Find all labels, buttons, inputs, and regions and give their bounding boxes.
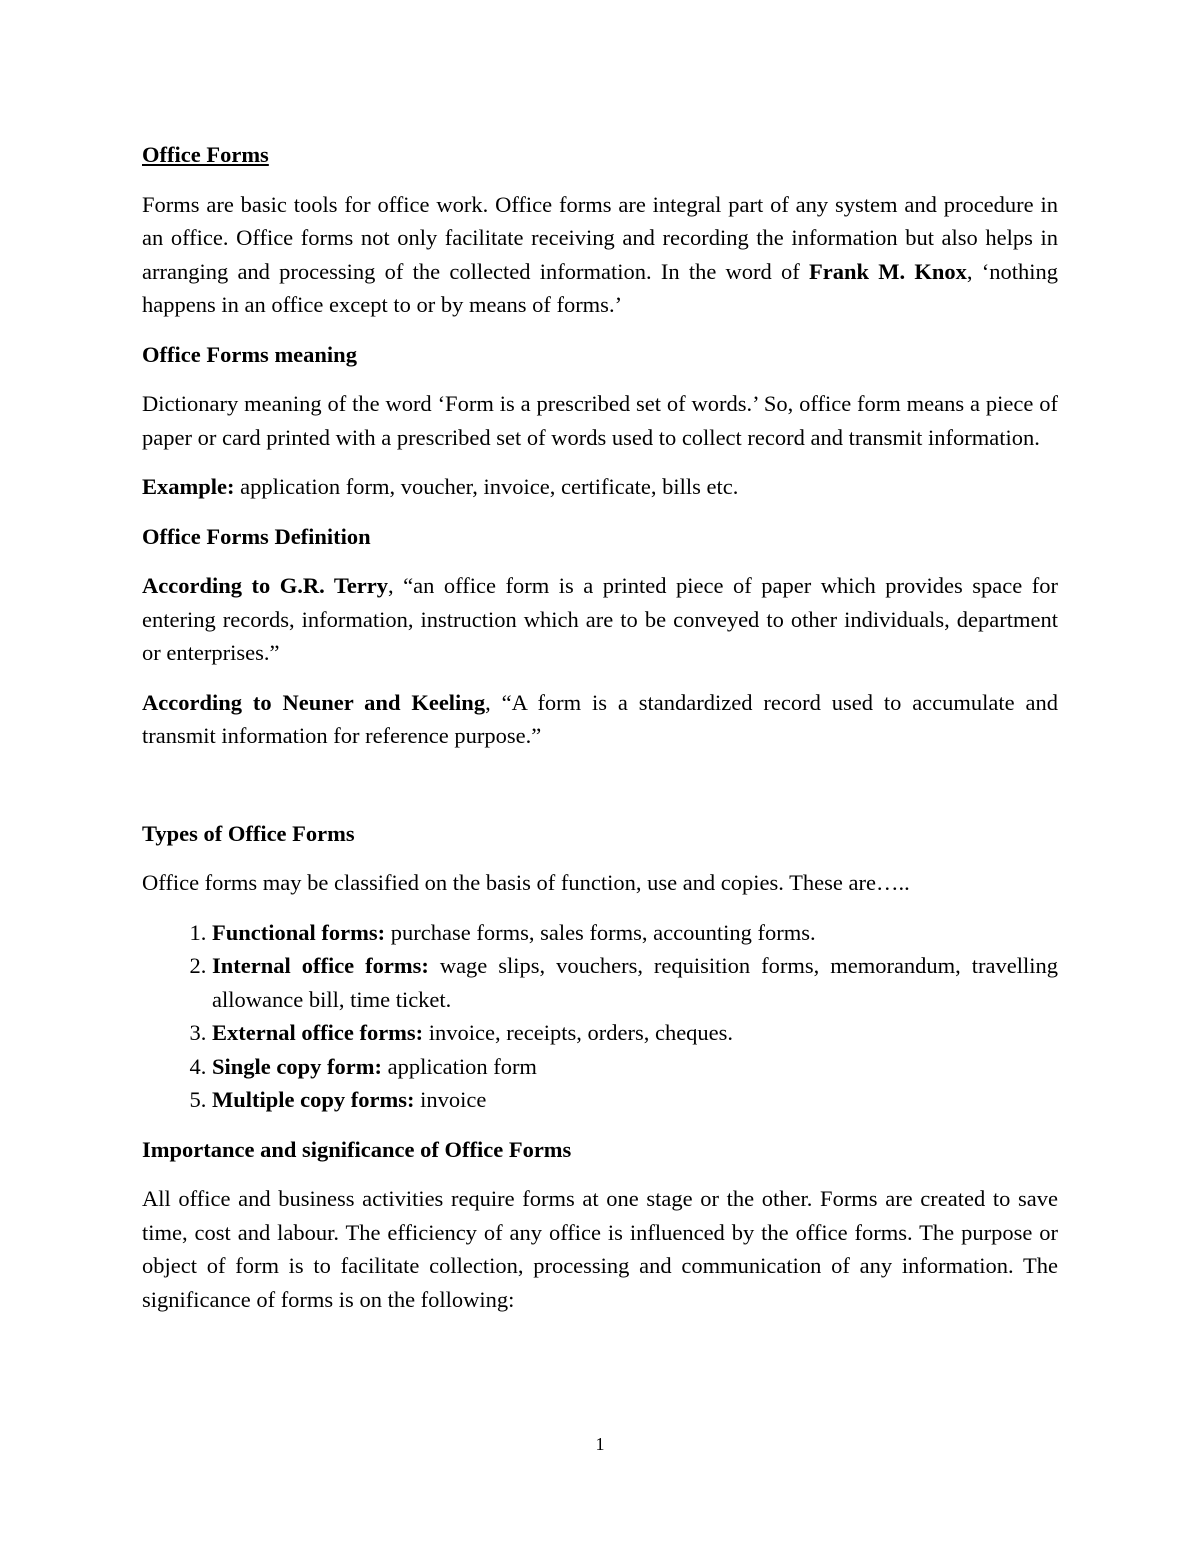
neuner-definition-paragraph: According to Neuner and Keeling, “A form is a standardized record used to accumulate and transmit information for reference purpose.” [142,689,1058,748]
list-item: 4. Single copy form: application form [212,1050,1058,1084]
importance-heading: Importance and significance of Office Forms [142,1136,572,1162]
office-forms-meaning-heading: Office Forms meaning [142,341,357,367]
types-intro-paragraph: Office forms may be classified on the basis of function, use and copies. These are….. [142,870,910,895]
list-item: 5. Multiple copy forms: invoice [212,1083,1058,1117]
example-label: Example: [142,474,235,499]
types-of-office-forms-heading: Types of Office Forms [142,820,355,846]
example-paragraph: Example: application form, voucher, invoice, certificate, bills etc. [142,474,739,499]
list-item: 3. External office forms: invoice, receipts, orders, cheques. [212,1016,1058,1050]
section-spacer [142,769,1058,817]
importance-paragraph: All office and business activities require forms at one stage or the other. Forms are created to save time, cost and labour. The efficiency of any office is influenced by the office forms. The purpose or object of form is to facilitate collection, processing and communication of any information. The significance of forms is on the following: [142,1186,1058,1312]
page-number: 1 [595,1434,605,1454]
types-list [142,916,1058,1117]
terry-label: According to G.R. Terry [142,573,389,598]
office-forms-intro-paragraph: Forms are basic tools for office work. Office forms are integral part of any system and procedure in an office. Office forms not only facilitate receiving and recording the information but also helps in arranging and processing of the collected information. In the word of Frank M. Knox, ‘nothing happens in an office except to or by means of forms.’ [142,191,1058,317]
meaning-paragraph: Dictionary meaning of the word ‘Form is a prescribed set of words.’ So, office form means a piece of paper or card printed with a prescribed set of words used to collect record and transmit information. [142,391,1058,450]
neuner-label: According to Neuner and Keeling [142,689,486,715]
list-item: 1. Functional forms: purchase forms, sales forms, accounting forms. [212,916,1058,950]
author-name-knox: Frank M. Knox [809,258,967,284]
office-forms-heading: Office Forms [142,142,269,167]
office-forms-definition-heading: Office Forms Definition [142,523,371,549]
document-page [142,138,1058,1332]
list-item: 2. Internal office forms: wage slips, vouchers, requisition forms, memorandum, travelling allowance bill, time ticket. [212,949,1058,1016]
terry-definition-paragraph: According to G.R. Terry, “an office form is a printed piece of paper which provides space for entering records, information, instruction which are to be conveyed to other individuals, department or enterprises.” [142,573,1058,665]
